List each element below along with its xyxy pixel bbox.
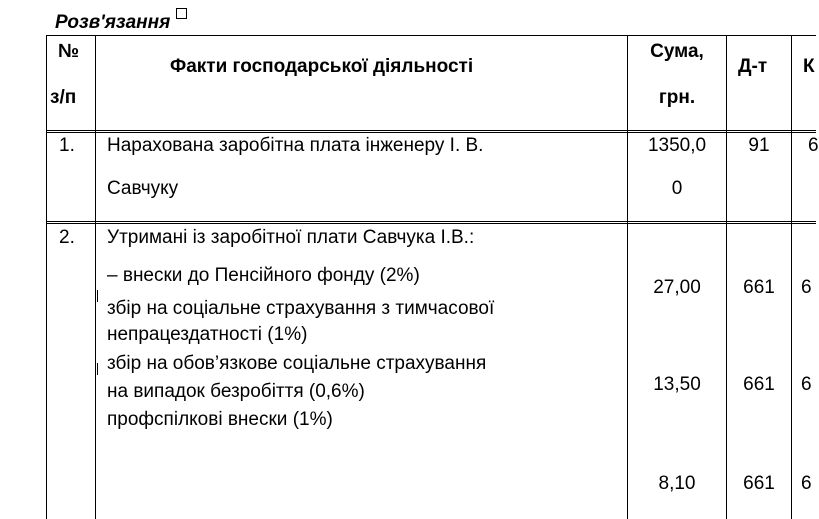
- row2-sum-2: 13,50: [653, 374, 701, 395]
- row2-debit-1: 661: [743, 277, 775, 298]
- table-divider-row2b: [46, 223, 816, 224]
- header-credit: К: [803, 56, 815, 77]
- row1-text-line1: Нарахована заробітна плата інженеру І. В.: [107, 135, 484, 156]
- header-sum-line1: Сума,: [650, 41, 704, 62]
- row2-sum-1: 27,00: [653, 277, 701, 298]
- header-num-line2: з/п: [50, 87, 77, 108]
- row2-text-line4: непрацездатності (1%): [107, 324, 308, 345]
- list-bullet-tick: [97, 363, 98, 375]
- row2-sum-3: 8,10: [658, 473, 696, 494]
- table-border-top: [46, 35, 816, 36]
- table-divider-row2: [46, 221, 816, 222]
- row2-credit-2: 6: [801, 374, 812, 395]
- col-divider-1: [95, 35, 96, 519]
- row1-sum-line2: 0: [671, 178, 683, 199]
- row2-num: 2.: [59, 227, 75, 248]
- row2-text-line7: профспілкові внески (1%): [107, 409, 333, 430]
- row1-credit: 6: [808, 135, 819, 156]
- header-num-line1: №: [58, 41, 80, 62]
- header-sum-line2: грн.: [658, 87, 696, 108]
- list-bullet-tick: [97, 290, 98, 302]
- row2-credit-3: 6: [801, 473, 812, 494]
- row2-debit-2: 661: [743, 374, 775, 395]
- row1-num: 1.: [59, 135, 75, 156]
- table-divider-header: [46, 130, 816, 131]
- table-divider-row1: [46, 132, 816, 133]
- row2-credit-1: 6: [801, 277, 812, 298]
- row2-text-line6: на випадок безробіття (0,6%): [107, 381, 365, 402]
- row2-debit-3: 661: [743, 473, 775, 494]
- row1-debit: 91: [748, 135, 770, 156]
- row2-text-line1: Утримані із заробітної плати Савчука І.В.:: [107, 227, 475, 248]
- table-border-left: [46, 35, 47, 519]
- checkbox-glyph: [176, 8, 187, 19]
- row2-text-line2: – внески до Пенсійного фонду (2%): [107, 265, 420, 286]
- page-title: Розв'язання: [55, 8, 187, 34]
- row1-sum-line1: 1350,0: [647, 135, 707, 156]
- col-divider-4: [791, 35, 792, 519]
- row2-text-line3: збір на соціальне страхування з тимчасової: [107, 298, 495, 319]
- header-facts: Факти господарської діяльності: [170, 56, 474, 77]
- row2-text-line5: збір на обов’язкове соціальне страхування: [107, 353, 487, 374]
- header-debit: Д-т: [738, 56, 768, 77]
- row1-text-line2: Савчуку: [107, 178, 179, 199]
